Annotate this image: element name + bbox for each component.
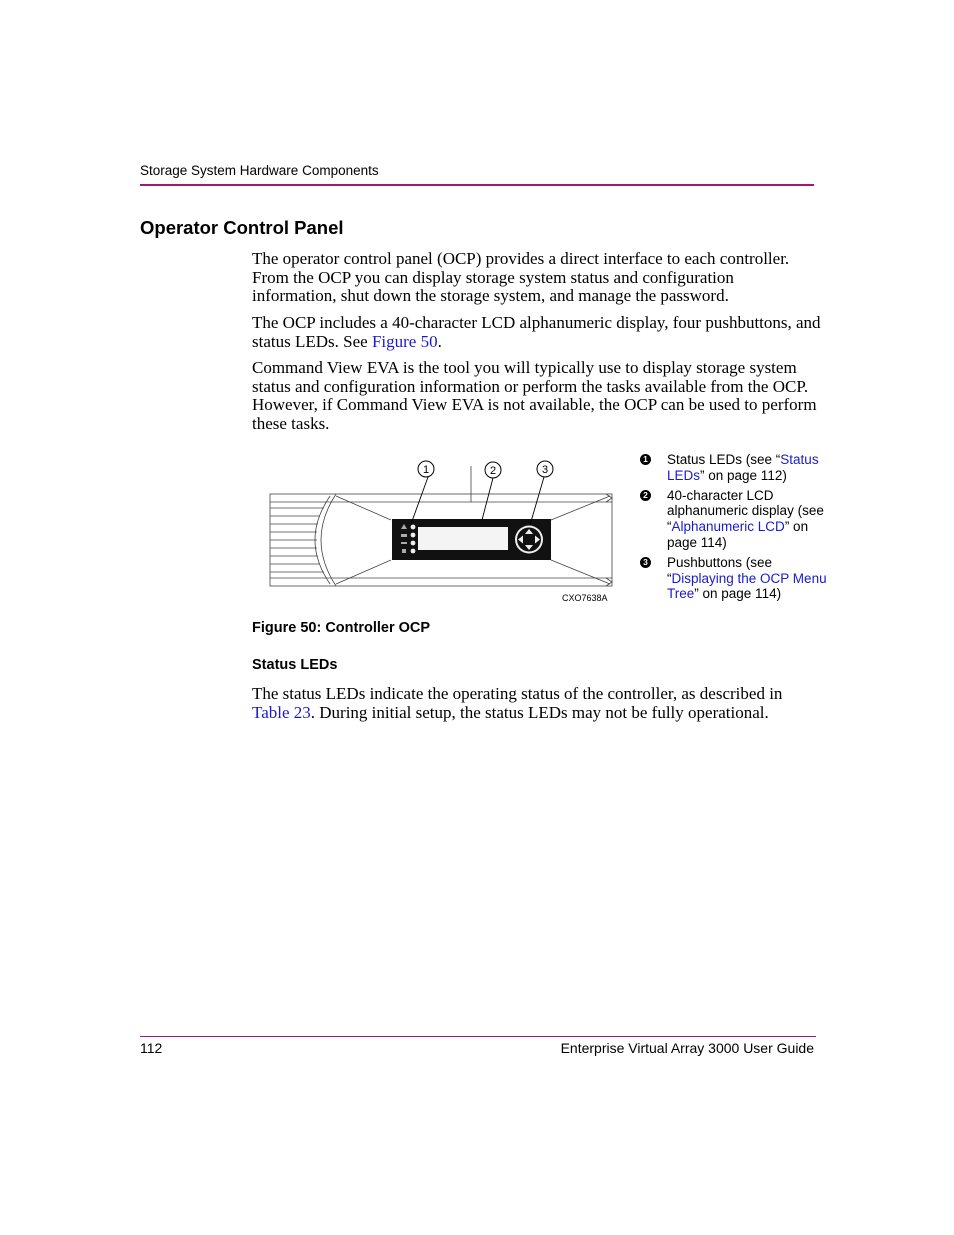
callout-item — [638, 452, 838, 484]
callout-item — [638, 555, 838, 602]
paragraph-text: . — [437, 331, 442, 351]
running-head: Storage System Hardware Components — [140, 163, 379, 178]
figure-callout-list — [638, 452, 838, 606]
callout-text: Pushbuttons (see “ — [667, 554, 773, 586]
table-23-link[interactable]: Table 23 — [252, 702, 311, 722]
callout-marker: 1 — [640, 454, 651, 465]
ocp-menu-tree-link[interactable]: Displaying the OCP Menu Tree — [667, 570, 827, 602]
paragraph-text: The status LEDs indicate the operating status of the controller, as described in — [252, 684, 783, 703]
callout-text: ” on page 114) — [667, 519, 809, 550]
subsection-title: Status LEDs — [252, 657, 338, 673]
paragraph-command-view: Command View EVA is the tool you will typically use to display storage system status and configuration information or perform the tasks available from the OCP. However, if Command View EVA is not available, the OCP can be used to perform these tasks. — [252, 358, 817, 433]
header-rule — [140, 184, 814, 186]
paragraph-intro: The operator control panel (OCP) provides a direct interface to each controller. From the OCP you can display storage system status and configuration information, shut down the storage system, and manage the password. — [252, 249, 790, 305]
page-number: 112 — [140, 1040, 163, 1056]
callout-text: ” on page 114) — [694, 586, 782, 602]
callout-text: Status LEDs (see “ — [667, 452, 781, 467]
paragraph-text: The OCP includes a 40-character LCD alphanumeric display, four pushbuttons, and status LEDs. See — [252, 313, 821, 351]
callout-item — [638, 488, 838, 551]
figure-caption: Figure 50: Controller OCP — [252, 620, 431, 636]
paragraph-status-leds — [252, 685, 822, 722]
callout-number-3: 3 — [541, 464, 549, 476]
callout-text: ” on page 112) — [700, 467, 787, 483]
callout-number-1: 1 — [422, 464, 430, 476]
figure-50-link[interactable]: Figure 50 — [371, 331, 438, 351]
book-title: Enterprise Virtual Array 3000 User Guide — [560, 1040, 814, 1056]
callout-marker: 3 — [640, 557, 651, 568]
callout-marker: 2 — [640, 490, 651, 501]
paragraph-text: . During initial setup, the status LEDs may not be fully operational. — [310, 702, 769, 722]
alphanumeric-lcd-link[interactable]: Alphanumeric LCD — [671, 519, 785, 535]
paragraph-ocp-includes — [252, 314, 822, 351]
callout-text: 40-character LCD alphanumeric display (see “ — [667, 487, 824, 535]
image-code: CXO7638A — [562, 593, 608, 603]
status-leds-link[interactable]: Status LEDs — [667, 452, 819, 483]
section-title: Operator Control Panel — [140, 217, 344, 238]
controller-ocp-figure — [266, 456, 616, 606]
footer-rule — [140, 1036, 816, 1037]
callout-number-2: 2 — [489, 465, 497, 477]
